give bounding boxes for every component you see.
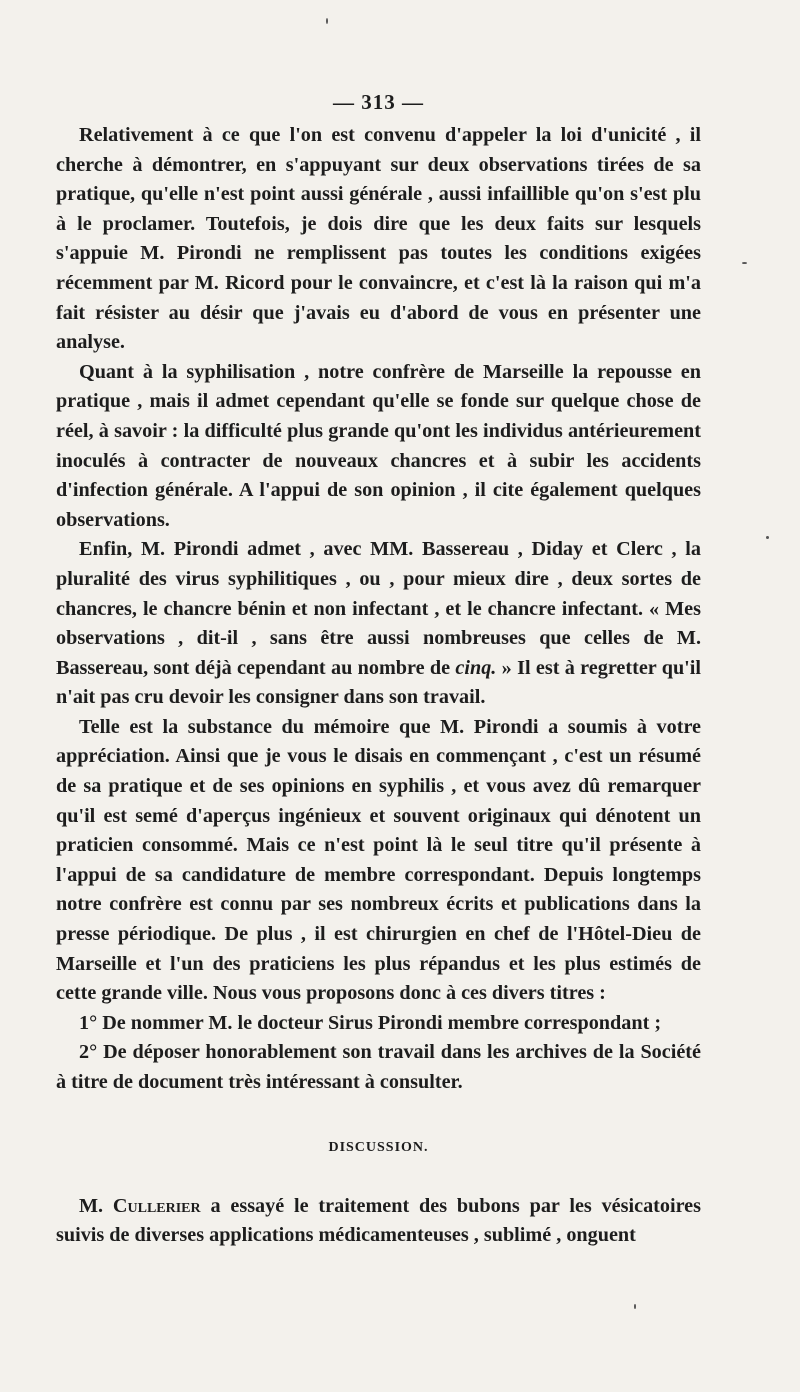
page-number: — 313 — xyxy=(333,90,424,114)
section-heading-discussion: DISCUSSION. xyxy=(328,1139,429,1155)
speaker-name: M. Cullerier xyxy=(79,1194,201,1217)
paper-speck xyxy=(326,18,328,24)
discussion-paragraph xyxy=(56,1192,701,1251)
paper-speck xyxy=(742,262,747,264)
proposal-item-2: 2° De déposer honorablement son travail dans les archives de la Société à titre de document très intéressant à consulter. xyxy=(56,1041,701,1093)
proposal-item-1: 1° De nommer M. le docteur Sirus Pirondi membre correspondant ; xyxy=(79,1011,662,1034)
paragraph-substance: Telle est la substance du mémoire que M. Pirondi a soumis à votre appréciation. Ainsi que je vous le disais en commençant , c'est un résumé de sa pratique et de ses opinions en syphilis , et vous avez dû remarquer qu'il est semé d'aperçus ingénieux et souvent originaux qui dénotent un praticien consommé. Mais ce n'est point là le seul titre qu'il présente à l'appui de sa candidature de membre correspondant. Depuis longtemps notre confrère est connu par ses nombreux écrits et publications dans la presse périodique. De plus , il est chirurgien en chef de l'Hôtel-Dieu de Marseille et l'un des praticiens les plus répandus et les plus estimés de cette grande ville. Nous vous proposons donc à ces divers titres : xyxy=(56,715,701,1005)
paragraph-pluralite-text-2: » Il est à regretter qu'il n'ait pas cru devoir les consigner dans son travail. xyxy=(56,656,701,709)
emphasis-cinq: cinq. xyxy=(455,656,497,679)
paragraph-syphilisation: Quant à la syphilisation , notre confrère de Marseille la repousse en pratique , mais il admet cependant qu'elle se fonde sur quelque chose de réel, à savoir : la difficulté plus grande qu'ont les individus antérieurement inoculés à contracter de nouveaux chancres et à subir les accidents d'infection générale. A l'appui de son opinion , il cite également quelques observations. xyxy=(56,360,701,531)
discussion-text: a essayé le traitement des bubons par les vésicatoires suivis de diverses applications médicamenteuses , sublimé , onguent xyxy=(56,1194,701,1247)
paper-speck xyxy=(634,1304,636,1309)
paragraph-pluralite xyxy=(56,535,701,713)
paragraph-unicite: Relativement à ce que l'on est convenu d'appeler la loi d'unicité , il cherche à démontrer, en s'appuyant sur deux observations tirées de sa pratique, qu'elle n'est point aussi générale , aussi infaillible qu'on s'est plu à le proclamer. Toutefois, je dois dire que les deux faits sur lesquels s'appuie M. Pirondi ne remplissent pas toutes les conditions exigées récemment par M. Ricord pour le convaincre, et c'est là la raison qui m'a fait résister au désir que j'avais eu d'abord de vous en présenter une analyse. xyxy=(56,124,701,354)
paper-speck xyxy=(766,536,769,539)
document-page xyxy=(56,90,701,1251)
paragraph-pluralite-text-1: Enfin, M. Pirondi admet , avec MM. Bassereau , Diday et Clerc , la pluralité des virus syphilitiques , ou , pour mieux dire , deux sortes de chancres, le chancre bénin et non infectant , et le chancre infectant. « Mes observations , dit-il , sans être aussi nombreuses que celles de M. Bassereau, sont déjà cependant au nombre de xyxy=(56,538,701,679)
